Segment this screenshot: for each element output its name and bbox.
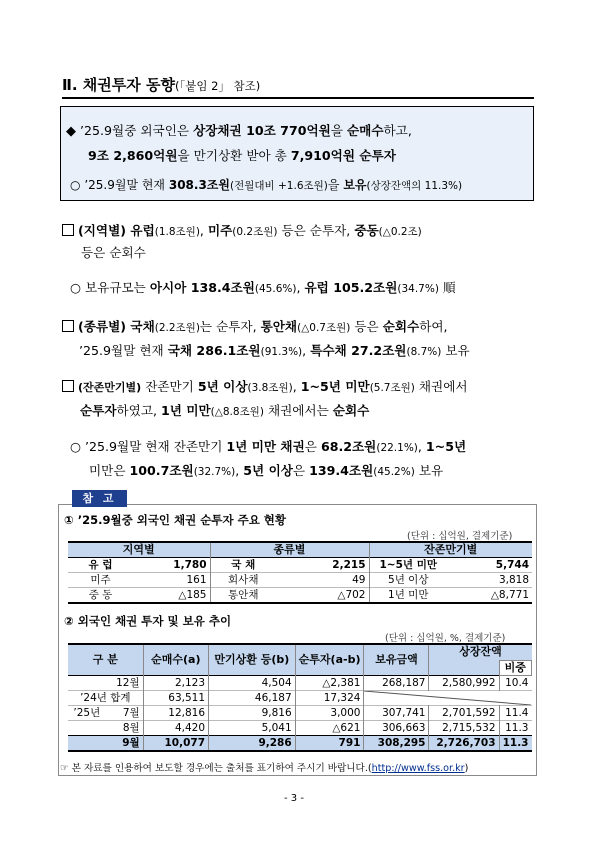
square-bullet-icon [62,224,74,236]
para-emph: 1년 미만 채권 [226,439,305,454]
summary-emph: 순매수 [346,123,384,138]
table1-header: 종류별 [210,542,369,558]
summary-text: 하고, [383,123,412,138]
para-emph: 1~5년 미만 [300,379,370,394]
table-cell: 12,816 [143,706,208,721]
type-para-line-2 [79,340,470,359]
table-cell [68,721,106,736]
table-cell: 9월 [106,736,143,752]
section-rule [62,97,534,99]
para-emph: 순회수 [382,319,420,334]
table-cell: 2,215 [276,558,369,573]
table-cell: 2,580,992 [429,676,499,691]
reference-tag: 참 고 [72,490,127,507]
summary-small: (전월대비 +1.6조원) [230,180,328,192]
table-row [68,706,532,721]
para-text: , [296,280,305,295]
section-title-text: Ⅱ. 채권투자 동향 [62,76,175,94]
para-text: 은 [304,439,321,454]
summary-emph: 9조 2,860억원 [88,148,178,163]
para-emph: 미주 [207,223,233,238]
para-small: (32.7%) [193,466,236,478]
para-text: 등은 [350,319,383,334]
table-cell: 1~5년 미만 [379,559,437,571]
footnote-close: ) [464,763,469,774]
table-cell: 5,744 [495,559,529,571]
table-cell: 통안채 [228,589,259,601]
table1 [68,541,532,604]
para-emph: 1년 미만 [161,403,211,418]
table-cell: △702 [276,588,369,604]
summary-text: ’25.9월중 외국인은 [80,123,194,138]
pointing-hand-icon: ☞ [60,763,69,774]
para-text: ’25.9월말 현재 [79,343,168,358]
table-cell: 46,187 [209,691,296,706]
summary-emph: 7,910억원 순투자 [290,148,396,163]
para-emph: 68.2조원 [320,439,377,454]
table-cell: 2,715,532 [429,721,499,736]
para-emph: 통안채 [260,319,298,334]
para-small: (1.8조원) [154,226,200,238]
table-cell: 1,780 [133,558,210,573]
summary-text: 을 [330,123,347,138]
summary-line-1 [66,120,412,139]
table-row [68,558,532,573]
circle-bullet-icon: ○ [70,280,85,295]
table-cell: 268,187 [364,676,429,691]
para-text: 보유규모는 [85,280,150,295]
page-number: - 3 - [284,793,304,804]
table-cell: △621 [295,721,364,736]
table-cell: 306,663 [364,721,429,736]
maturity-para-line-1 [62,376,468,395]
maturity-para-line-4 [89,460,443,479]
para-emph: 국채 [126,319,155,334]
region-para-line-2: 등은 순회수 [81,245,146,260]
para-emph: 유럽 [126,223,155,238]
table-cell: 11.3 [505,722,529,734]
table2-header: 상장잔액 [429,644,532,660]
table-cell: 307,741 [364,706,429,721]
table-cell: 161 [133,573,210,588]
table-cell: 5,041 [209,721,296,736]
para-small: (22.1%) [376,442,418,454]
type-para-line-1 [62,316,448,335]
table-cell: 3,818 [498,574,529,586]
table-row [68,588,532,604]
para-small: (△0.7조원) [297,322,351,334]
para-emph: 유럽 105.2조원 [304,280,398,295]
summary-emph: 상장채권 10조 770억원 [193,123,331,138]
summary-line-3 [70,176,462,193]
para-text: 하여, [419,319,448,334]
table-cell: 2,701,592 [429,706,499,721]
table-cell: △2,381 [295,676,364,691]
para-small: (△8.8조원) [210,406,264,418]
table-cell: 미주 [90,574,111,586]
table-cell: ’24년 합계 [68,691,143,706]
table2-title: ② 외국인 채권 투자 및 보유 추이 [64,614,232,628]
table-cell: ’25년 [73,707,101,719]
table-cell: 2,123 [143,676,208,691]
table1-title: ① ’25.9월중 외국인 채권 순투자 주요 현황 [64,513,287,527]
table-cell: 12월 [106,676,143,691]
table-cell: 9,816 [209,706,296,721]
para-emph: 139.4조원 [309,463,374,478]
summary-line-2 [88,145,396,164]
table-cell: 7월 [106,706,143,721]
table-cell: 2,726,703 [429,736,499,752]
table-cell: 회사채 [228,574,259,586]
para-small: (△0.2조) [378,226,422,238]
circle-bullet-icon: ○ [70,439,85,454]
table-cell: 4,420 [143,721,208,736]
table-cell: 8월 [106,721,143,736]
table-cell: 17,324 [295,691,364,706]
table2-header: 구 분 [68,644,143,676]
table-cell: 49 [276,573,369,588]
table-cell: 791 [295,736,364,752]
para-text: 하였고, [116,403,162,418]
para-emph: 순투자 [80,403,117,418]
para-text: ’25.9월말 현재 잔존만기 [85,439,227,454]
para-text: , [235,463,244,478]
table-cell: 9,286 [209,736,296,752]
para-text: 은 [292,463,310,478]
summary-small: (상장잔액의 11.3%) [366,180,463,192]
summary-text: ’25.9월말 현재 [84,178,169,192]
table-row [68,721,532,736]
table-cell: 중 동 [88,589,113,601]
square-bullet-icon [62,380,74,392]
para-text: , [199,223,208,238]
table-cell: 10,077 [143,736,208,752]
para-text: 등은 순투자, [277,223,355,238]
table2-unit: (단위 : 십억원, %, 결제기준) [385,633,506,644]
para-small: (45.2%) [373,466,415,478]
para-small: (2.2조원) [154,322,200,334]
table1-unit: (단위 : 십억원, 결제기준) [407,531,513,542]
para-text: 보유 [414,463,444,478]
para-emph: 1~5년 [425,439,467,454]
para-emph: 중동 [354,223,379,238]
table-cell: 4,504 [209,676,296,691]
para-text: , [292,379,301,394]
para-text: 미만 [89,463,114,478]
table2-header: 순매수(a) [143,644,208,676]
region-para-line-3 [70,277,456,296]
para-small: (91.3%) [260,346,303,358]
table2-header: 보유금액 [364,644,429,676]
footnote-text: 본 자료를 인용하여 보도할 경우에는 출처를 표기하여 주시기 바랍니다.( [71,763,372,774]
table-cell: 11.4 [505,707,529,719]
para-small: (34.7%) [397,283,439,295]
table-cell-diagonal [364,691,532,706]
para-text: 은 [113,463,130,478]
table2-header: 순투자(a-b) [295,644,364,676]
para-small: (5.7조원) [369,382,415,394]
para-text: , [417,439,426,454]
table-cell: 11.3 [499,736,531,752]
summary-text: 을 [327,178,344,192]
table-cell: 63,511 [143,691,208,706]
table-cell: 국 채 [231,559,256,571]
para-text: 順 [438,280,456,295]
para-emph: 특수채 27.2조원 [310,343,407,358]
para-text: 채권에서는 [263,403,333,418]
para-label: (종류별) [78,319,127,334]
para-text: , [302,343,311,358]
para-emph: 순회수 [332,403,370,418]
table1-header-row [68,542,532,558]
table-cell: 10.4 [505,677,529,689]
table-cell: 유 럽 [88,559,113,571]
para-label: (지역별) [78,223,127,238]
summary-emph: 308.3조원 [168,178,230,192]
fss-link[interactable]: http://www.fss.or.kr [371,763,465,774]
diamond-bullet-icon: ◆ [66,124,76,139]
table-cell: 308,295 [364,736,429,752]
table1-header: 잔존만기별 [369,542,532,558]
para-emph: 아시아 138.4조원 [149,280,255,295]
square-bullet-icon [62,320,74,332]
table-cell: △185 [133,588,210,604]
para-emph: 국채 286.1조원 [167,343,261,358]
para-label: (잔존만기별) [78,381,142,394]
table-cell: 3,000 [295,706,364,721]
para-text: 잔존만기 [141,379,198,394]
circle-bullet-icon: ○ [70,178,81,192]
para-text: 채권에서 [414,379,468,394]
region-para-line-1 [62,220,422,239]
table1-header: 지역별 [68,542,210,558]
table-cell: △8,771 [490,589,529,601]
para-emph: 5년 이상 [243,463,293,478]
diagonal-line [364,691,531,705]
maturity-para-line-3 [70,436,466,455]
para-small: (3.8조원) [247,382,293,394]
table-row [68,676,532,691]
table-cell: 5년 이상 [388,574,429,586]
section-title [62,74,260,95]
table-cell: 1년 미만 [388,589,429,601]
table-cell [68,736,106,752]
summary-text: 을 만기상환 받아 총 [177,148,291,163]
para-small: (0.2조원) [232,226,278,238]
para-text: 는 순투자, [199,319,261,334]
para-emph: 100.7조원 [129,463,194,478]
table2 [68,643,532,752]
table-row [68,691,532,706]
footnote [60,760,468,774]
para-emph: 5년 이상 [197,379,248,394]
table2-header-row [68,644,532,660]
table-row [68,573,532,588]
para-small: (8.7%) [406,346,442,358]
maturity-para-line-2 [80,400,369,419]
summary-emph: 보유 [343,178,367,192]
table-cell [68,676,106,691]
table2-header: 비중 [499,660,531,676]
table-row-highlight [68,736,532,752]
table2-header: 만기상환 등(b) [209,644,296,676]
para-text: 보유 [441,343,470,358]
para-small: (45.6%) [254,283,297,295]
section-ref: (「붙임 2」 참조) [174,79,261,93]
